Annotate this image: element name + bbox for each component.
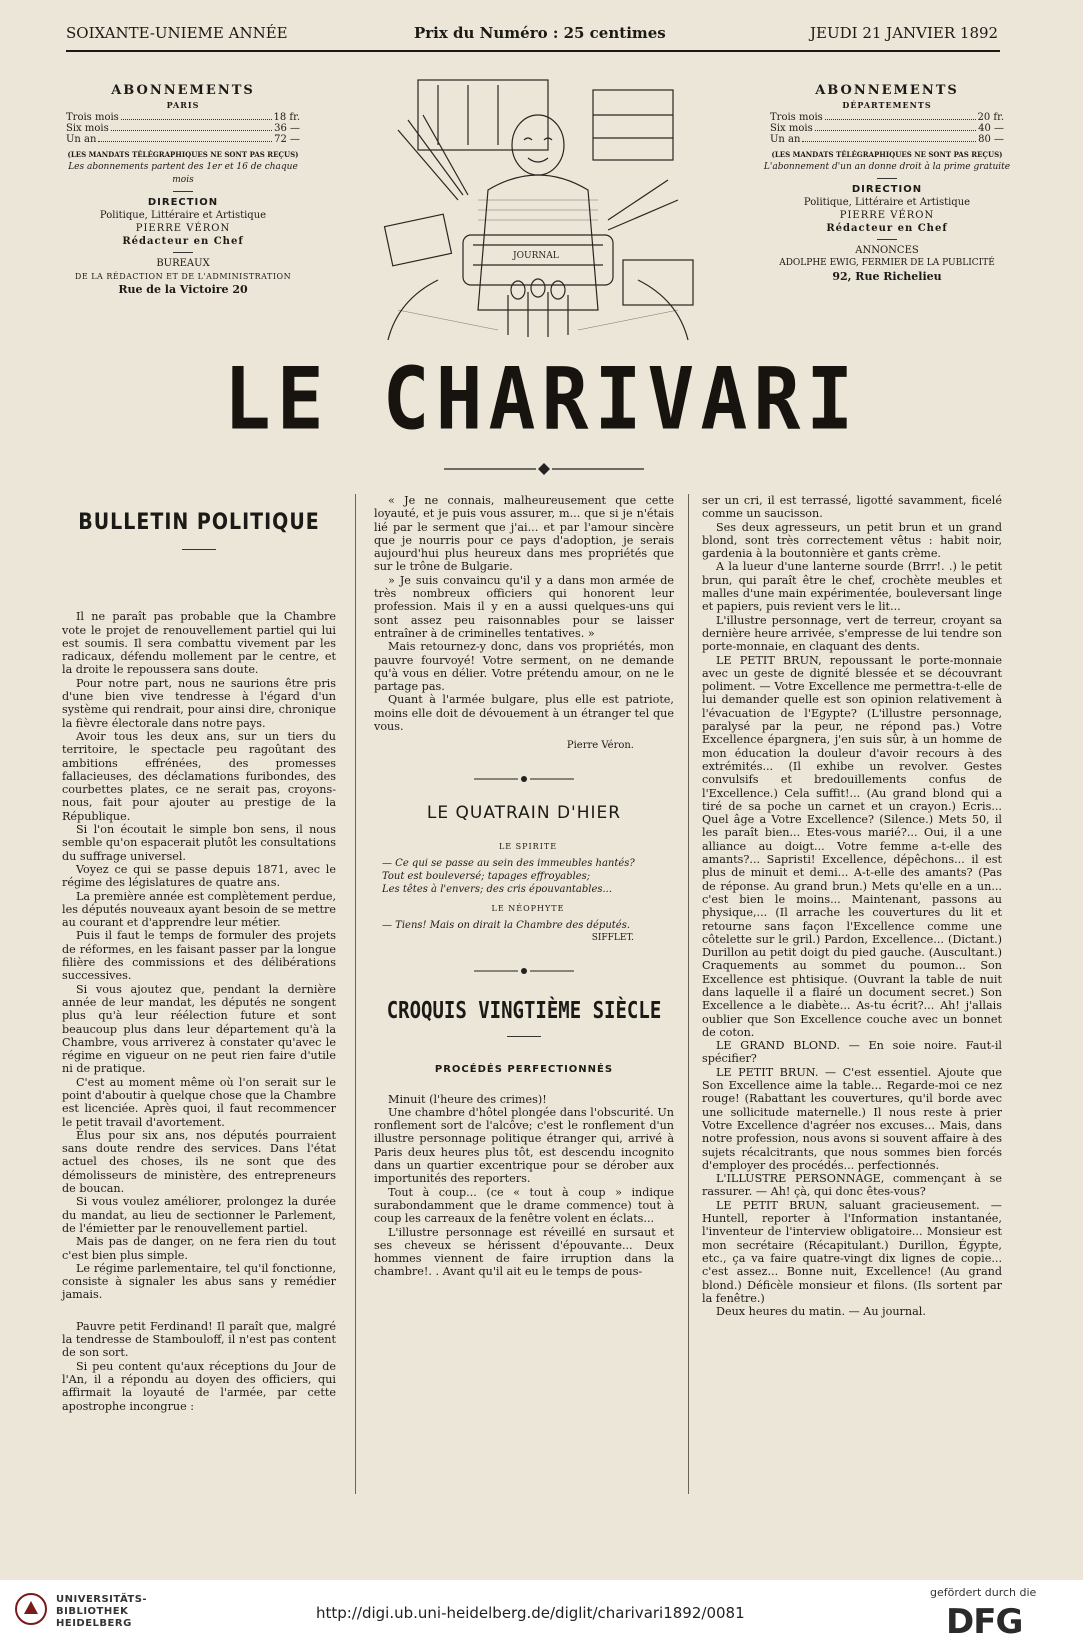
paragraph: Voyez ce qui se passe depuis 1871, avec le régime des législatures de quatre ans.	[62, 862, 336, 890]
journal-label: JOURNAL	[513, 251, 559, 261]
croquis-subtitle: PROCÉDÉS PERFECTIONNÉS	[434, 1064, 614, 1076]
masthead-title: LE CHARIVARI	[223, 350, 860, 450]
price-row: Trois mois 20 fr.	[770, 112, 1004, 123]
verse: Les têtes à l'envers; des cris épouvantables...	[382, 883, 613, 895]
paragraph: Mais pas de danger, on ne fera rien du tout c'est bien plus simple.	[62, 1235, 336, 1262]
paragraph: Tout à coup... (ce « tout à coup » indique surabondamment que le drame commence) tout à coup les carreaux de la fenêtre volent en éclats...	[374, 1185, 674, 1226]
paragraph: L'illustre personnage est réveillé en sursaut et ses cheveux se hérissent d'épouvante... Deux hommes viennent de faire irruption dans la chambre!. . Avant qu'il ait eu le temps de pous-	[374, 1225, 674, 1279]
section-ornament	[474, 775, 574, 783]
quatrain-title: LE QUATRAIN D'HIER	[426, 802, 622, 823]
paragraph: Avoir tous les deux ans, sur un tiers du territoire, le spectacle peu ragoûtant des ambitions effrénées, des promesses fallacieuses, des déclamations furibondes, des courbettes plates, ce ne serait pas, croyons-nous, fait pour ajouter au prestige de la République.	[62, 729, 336, 823]
speaker: LE SPIRITE	[498, 841, 558, 851]
direction-line: Politique, Littéraire et Artistique	[803, 197, 971, 208]
price-row: Un an 80 —	[770, 134, 1004, 145]
subscriptions-title: ABONNEMENTS	[815, 83, 959, 98]
paragraph: LE PETIT BRUN. — C'est essentiel. Ajoute que Son Excellence aime la table... Regarde-moi ce nez rouge! (Rabattant les couvertures, qu'il borde avec une sollicitude maternelle.) Il nous reste à prier Votre Excellence d'agréer nos excuses... Mais, dans notre profession, nous avons si souvent affaire à des sujets récalcitrants, que nous sommes bien forcés d'employer des procédés... perfectionnés.	[702, 1065, 1002, 1172]
paragraph: A la lueur d'une lanterne sourde (Brrr!. .) le petit brun, qui paraît être le chef, crochète meubles et malles d'une main expérimentée, bouleversant linge et papiers, puis revient vers le lit...	[702, 560, 1002, 614]
direction-line: Politique, Littéraire et Artistique	[99, 210, 267, 221]
paragraph: Pour notre part, nous ne saurions être pris d'une bien vive tendresse à l'égard d'un système qui rendrait, pour ainsi dire, chronique la fièvre électorale dans notre pays.	[62, 676, 336, 730]
price-row: Six mois 36 —	[66, 123, 300, 134]
verse: — Ce qui se passe au sein des immeubles hantés?	[382, 857, 635, 869]
annonces-label: ANNONCES	[855, 245, 919, 256]
bureaux-label: BUREAUX	[156, 258, 210, 269]
paragraph: Si peu content qu'aux réceptions du Jour de l'An, il a répondu au doyen des officiers, qui affirmait la loyauté de l'armée, par cette apostrophe incongrue :	[62, 1359, 336, 1413]
director-name: PIERRE VÉRON	[839, 210, 935, 221]
dfg-logo: DFG	[946, 1602, 1023, 1642]
price-label: Prix du Numéro : 25 centimes	[414, 24, 666, 42]
bulletin-title: BULLETIN POLITIQUE	[78, 509, 320, 535]
verse: — Tiens! Mais on dirait la Chambre des députés.	[382, 919, 631, 931]
price-row: Six mois 40 —	[770, 123, 1004, 134]
signature: Pierre Véron.	[566, 740, 634, 752]
subscriptions-title: ABONNEMENTS	[111, 83, 255, 98]
paragraph: Si l'on écoutait le simple bon sens, il nous semble qu'on espacerait plutôt les consultations du suffrage universel.	[62, 823, 336, 863]
funding-label: gefördert durch die	[930, 1586, 1037, 1599]
address: 92, Rue Richelieu	[832, 270, 942, 283]
paragraph: Pauvre petit Ferdinand! Il paraît que, malgré la tendresse de Stambouloff, il n'est pas content de son sort.	[62, 1319, 336, 1360]
subscriptions-sub: PARIS	[166, 100, 200, 110]
subscriptions-paris	[58, 84, 308, 296]
paragraph: Deux heures du matin. — Au journal.	[716, 1305, 926, 1319]
paragraph: Puis il faut le temps de formuler des projets de réformes, en les faisant passer par la longue filière des commissions et des délibérations successives.	[62, 929, 336, 983]
source-url[interactable]: http://digi.ub.uni-heidelberg.de/diglit/charivari1892/0081	[316, 1604, 745, 1622]
column-bulletin	[62, 494, 336, 1413]
paragraph: Il ne paraît pas probable que la Chambre vote le projet de renouvellement partiel qui lui est soumis. Il sera combattu vivement par les radicaux, défendu mollement par le centre, et la droite le repoussera sans doute.	[62, 610, 336, 677]
mandats-note: (LES MANDATS TÉLÉGRAPHIQUES NE SONT PAS REÇUS)	[771, 150, 1003, 159]
bureaux-line: DE LA RÉDACTION ET DE L'ADMINISTRATION	[74, 272, 292, 281]
masthead-illustration	[378, 70, 698, 350]
verse: Tout est bouleversé; tapages effroyables;	[382, 870, 591, 882]
top-bar	[0, 24, 1083, 48]
price-row: Un an 72 —	[66, 134, 300, 145]
paragraph: Élus pour six ans, nos députés pourraient sans doute rendre des services. Dans l'état actuel des choses, ils ne sont que des démolisseurs de ministère, des entrepreneurs de boucan.	[62, 1128, 336, 1196]
price-row: Trois mois 18 fr.	[66, 112, 300, 123]
top-rule	[66, 50, 1000, 52]
address: Rue de la Victoire 20	[118, 283, 248, 296]
poem-signature: SIFFLET.	[591, 932, 634, 943]
section-ornament	[474, 967, 574, 975]
paragraph: » Je suis convaincu qu'il y a dans mon armée de très nombreux officiers qui honorent leur profession. Mais il y en a aussi quelques-uns qui sont assez peu raisonnables pour se laisser entraîner à de criminelles tentatives. »	[374, 573, 674, 640]
column-divider	[688, 494, 689, 1494]
paragraph: L'illustre personnage, vert de terreur, croyant sa dernière heure arrivée, s'empresse de lui tendre son porte-monnaie, en claquant des dents.	[702, 613, 1002, 654]
column-right	[702, 494, 1002, 1318]
paragraph: LE PETIT BRUN, repoussant le porte-monnaie avec un geste de dignité blessée et se découvrant poliment. — Votre Excellence me permettra-t-elle de lui demander quelle est son opinion relativement à l'évacuation de l'Egypte? (L'illustre personnage, paralysé par la peur, ne répond pas.) Votre Excellence épargnera, j'en suis sûr, à un homme de mon éducation la douleur d'avoir recours à des extrémités... (Il exhibe un revolver. Gestes convulsifs et bredouillements confus de l'Excellence.) Cela suffit!... (Au grand blond qui a tiré de sa poche un carnet et un crayon.) Ecris... Quel âge a Votre Excellence? (Silence.) Mets 50, il les paraît bien... Etes-vous marié?... Oui, il a une alliance au doigt... Votre femme a-t-elle des amants?... Sapristi! Excellence, dépêchons... il est plus de minuit et demi... A-t-elle des amants? (Pas de réponse. Au grand brun.) Mets qu'elle en a un... c'est bien le moins... Maintenant, passons au physique,... (Il arrache les couvertures du lit et retourne sans façon l'Excellence comme une côtelette sur le gril.) Pardon, Excellence... (Dictant.) Durillon au petit doigt du pied gauche. (Auscultant.) Craquements au sommet du poumon... Son Excellence est phtisique. (Ouvrant la table de nuit dans laquelle il a flairé un document secret.) Son Excellence a le diabète... As-tu écrit?... Ah! j'allais oublier que Son Excellence couche avec un bonnet de coton.	[702, 653, 1002, 1039]
university-name: UNIVERSITÄTS- BIBLIOTHEK HEIDELBERG	[56, 1594, 148, 1629]
director-name: PIERRE VÉRON	[135, 223, 231, 234]
paragraph: Si vous voulez améliorer, prolongez la durée du mandat, au lieu de sectionner le Parlement, de l'émietter par le renouvellement partiel.	[62, 1195, 336, 1235]
paragraph: LE GRAND BLOND. — En soie noire. Faut-il spécifier?	[702, 1039, 1002, 1066]
university-seal-icon	[14, 1592, 48, 1626]
speaker: LE NÉOPHYTE	[491, 903, 565, 913]
paragraph: Mais retournez-y donc, dans vos propriétés, mon pauvre fourvoyé! Votre serment, on ne demande qu'à vous en délier. Votre prétendu amour, on ne le partage pas.	[374, 640, 674, 694]
mandats-note: (LES MANDATS TÉLÉGRAPHIQUES NE SONT PAS REÇUS)	[67, 150, 299, 159]
year-label: SOIXANTE-UNIEME ANNÉE	[66, 24, 288, 42]
paragraph: L'ILLUSTRE PERSONNAGE, commençant à se rassurer. — Ah! çà, qui donc êtes-vous?	[702, 1172, 1002, 1199]
paragraph: Quant à l'armée bulgare, plus elle est patriote, moins elle doit de dévouement à un étranger tel que vous.	[374, 693, 674, 734]
paragraph: C'est au moment même où l'on serait sur le point d'aboutir à quelque chose que la Chambre est licenciée. Après quoi, il faut recommencer le petit travail d'avortement.	[62, 1075, 336, 1129]
subscriptions-departements	[762, 84, 1012, 283]
subscriptions-italic: L'abonnement d'un an donne droit à la prime gratuite	[763, 162, 1011, 172]
column-middle	[374, 494, 674, 1279]
date-label: JEUDI 21 JANVIER 1892	[810, 24, 999, 42]
quatrain	[374, 840, 674, 945]
direction-label: DIRECTION	[851, 184, 923, 195]
paragraph: LE PETIT BRUN, saluant gracieusement. — Huntell, reporter à l'Information instantanée, l'inventeur de l'interview obligatoire... Monsieur est mon secrétaire (Récapitulant.) Durillon, Égypte, etc., ça va faire quatre-vingt dix lignes de copie... c'est assez... Bonne nuit, Excellence! (Au grand blond.) Déficèle monsieur et filons. (Ils sortent par la fenêtre.)	[702, 1198, 1002, 1305]
subscriptions-sub: DÉPARTEMENTS	[842, 100, 932, 110]
footer-bar	[0, 1580, 1083, 1644]
director-role: Rédacteur en Chef	[122, 236, 244, 247]
subscriptions-italic: Les abonnements partent des 1er et 16 de chaque mois	[68, 162, 298, 185]
direction-label: DIRECTION	[147, 197, 219, 208]
paragraph: Une chambre d'hôtel plongée dans l'obscurité. Un ronflement sort de l'alcôve; c'est le ronflement d'un illustre personnage politique étranger qui, arrivé à Paris deux heures plus tôt, est descendu incognito dans un quartier excentrique pour se dérober aux importunités des reporters.	[374, 1105, 674, 1186]
director-role: Rédacteur en Chef	[826, 223, 948, 234]
paragraph: « Je ne connais, malheureusement que cette loyauté, et je puis vous assurer, m... que si je n'étais lié par le serment que j'ai... et par l'amour sincère que je nourris pour ce pays d'adoption, je serais aujourd'hui plus heureux dans mes propriétés que sur le trône de Bulgarie.	[374, 494, 674, 574]
paragraph: Minuit (l'heure des crimes)!	[388, 1092, 547, 1106]
paragraph: ser un cri, il est terrassé, ligotté savamment, ficelé comme un saucisson.	[702, 494, 1002, 521]
annonces-line: ADOLPHE EWIG, FERMIER DE LA PUBLICITÉ	[779, 258, 995, 268]
paragraph: La première année est complètement perdue, les députés nouveaux ayant besoin de se mettre au courant et d'apprendre leur métier.	[62, 889, 336, 930]
paragraph: Si vous ajoutez que, pendant la dernière année de leur mandat, les députés ne songent plus qu'à leur réélection future et sont beaucoup plus dans leur département qu'à la Chambre, vous arriverez à constater qu'avec le régime en vigueur on ne peut rien faire d'utile ni de pratique.	[62, 982, 336, 1076]
masthead-ornament	[444, 463, 644, 475]
column-divider	[355, 494, 356, 1494]
paragraph: Le régime parlementaire, tel qu'il fonctionne, consiste à signaler les abus sans y remédier jamais.	[62, 1261, 336, 1302]
croquis-title: CROQUIS VINGTIÈME SIÈCLE	[386, 997, 662, 1025]
paragraph: Ses deux agresseurs, un petit brun et un grand blond, sont très correctement vêtus : habit noir, gardenia à la boutonnière et gants crème.	[702, 520, 1002, 561]
